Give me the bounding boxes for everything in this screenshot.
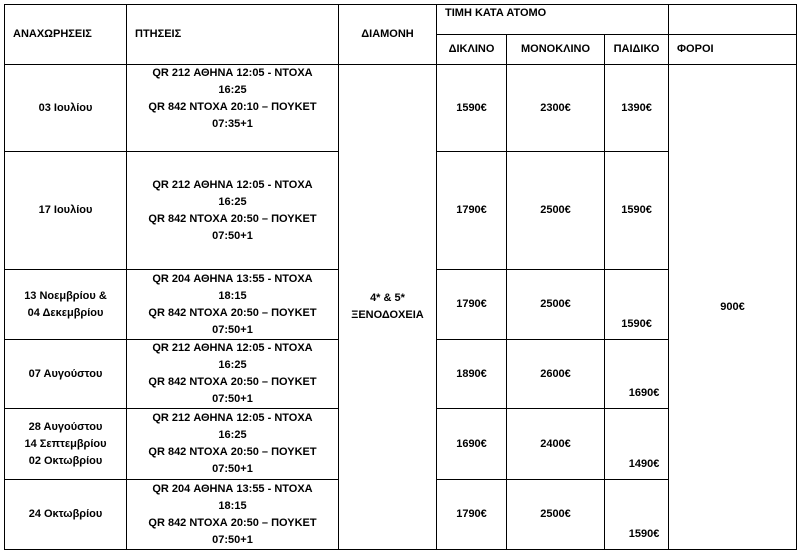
flight-details bbox=[127, 340, 339, 409]
price-single: 2300€ bbox=[507, 65, 605, 152]
flight-details bbox=[127, 480, 339, 550]
flight-line: QR 842 ΝΤΟΧΑ 20:50 – ΠΟΥΚΕΤ bbox=[148, 212, 317, 225]
date-line: 04 Δεκεμβρίου bbox=[27, 306, 104, 319]
price-child: 1690€ bbox=[605, 340, 669, 409]
table-row bbox=[5, 65, 797, 152]
price-child: 1590€ bbox=[605, 270, 669, 340]
flight-line: QR 212 ΑΘΗΝΑ 12:05 - ΝΤΟΧΑ bbox=[152, 178, 313, 191]
date-line: 13 Νοεμβρίου & bbox=[24, 289, 107, 302]
header-taxes: ΦΟΡΟΙ bbox=[669, 35, 797, 65]
header-accommodation: ΔΙΑΜΟΝΗ bbox=[339, 5, 437, 65]
flight-details bbox=[127, 409, 339, 480]
taxes-cell: 900€ bbox=[669, 65, 797, 550]
header-price-per-person: ΤΙΜΗ ΚΑΤΑ ΑΤΟΜΟ bbox=[437, 5, 669, 35]
flight-line: 07:35+1 bbox=[212, 118, 253, 130]
departure-dates bbox=[5, 270, 127, 340]
departure-dates bbox=[5, 152, 127, 270]
date-line: 07 Αυγούστου bbox=[28, 367, 103, 380]
flight-line: 07:50+1 bbox=[212, 323, 253, 336]
flight-line: 07:50+1 bbox=[212, 393, 253, 405]
departure-dates bbox=[5, 480, 127, 550]
flight-line: 07:50+1 bbox=[212, 229, 253, 242]
date-line: 03 Ιουλίου bbox=[38, 101, 93, 114]
date-line: 24 Οκτωβρίου bbox=[28, 508, 103, 520]
departure-dates bbox=[5, 340, 127, 409]
accommodation-type: ΞΕΝΟΔΟΧΕΙΑ bbox=[351, 309, 424, 321]
flight-details bbox=[127, 270, 339, 340]
header-departures: ΑΝΑΧΩΡΗΣΕΙΣ bbox=[5, 5, 127, 65]
accommodation-cell bbox=[339, 65, 437, 550]
date-line: 17 Ιουλίου bbox=[38, 204, 93, 216]
flight-line: 16:25 bbox=[218, 429, 247, 441]
price-child: 1390€ bbox=[605, 65, 669, 152]
flight-line: QR 842 ΝΤΟΧΑ 20:50 – ΠΟΥΚΕΤ bbox=[148, 446, 317, 458]
flight-line: QR 212 ΑΘΗΝΑ 12:05 - ΝΤΟΧΑ bbox=[152, 412, 313, 424]
flight-line: QR 204 ΑΘΗΝΑ 13:55 - ΝΤΟΧΑ bbox=[152, 482, 313, 495]
price-single: 2500€ bbox=[507, 480, 605, 550]
price-double: 1690€ bbox=[437, 409, 507, 480]
price-double: 1590€ bbox=[437, 65, 507, 152]
price-double: 1790€ bbox=[437, 480, 507, 550]
price-child: 1490€ bbox=[605, 409, 669, 480]
price-single: 2600€ bbox=[507, 340, 605, 409]
departure-dates bbox=[5, 409, 127, 480]
price-single: 2400€ bbox=[507, 409, 605, 480]
date-line: 28 Αυγούστου bbox=[28, 420, 103, 433]
flight-line: QR 842 ΝΤΟΧΑ 20:10 – ΠΟΥΚΕΤ bbox=[148, 101, 317, 113]
price-table bbox=[4, 4, 797, 550]
flight-line: QR 842 ΝΤΟΧΑ 20:50 – ΠΟΥΚΕΤ bbox=[148, 516, 317, 529]
departure-dates bbox=[5, 65, 127, 152]
header-flights: ΠΤΗΣΕΙΣ bbox=[127, 5, 339, 65]
date-line: 02 Οκτωβρίου bbox=[28, 454, 103, 467]
price-double: 1790€ bbox=[437, 270, 507, 340]
header-child: ΠΑΙΔΙΚΟ bbox=[605, 35, 669, 65]
flight-line: 07:50+1 bbox=[212, 463, 253, 475]
flight-line: QR 842 ΝΤΟΧΑ 20:50 – ΠΟΥΚΕΤ bbox=[148, 306, 317, 319]
flight-line: QR 212 ΑΘΗΝΑ 12:05 - ΝΤΟΧΑ bbox=[152, 342, 313, 354]
flight-line: QR 842 ΝΤΟΧΑ 20:50 – ΠΟΥΚΕΤ bbox=[148, 376, 317, 388]
date-line: 14 Σεπτεμβρίου bbox=[24, 437, 107, 450]
flight-details bbox=[127, 152, 339, 270]
price-double: 1890€ bbox=[437, 340, 507, 409]
flight-line: 18:15 bbox=[218, 499, 247, 512]
flight-line: 18:15 bbox=[218, 289, 247, 302]
price-single: 2500€ bbox=[507, 152, 605, 270]
header-double: ΔΙΚΛΙΝΟ bbox=[437, 35, 507, 65]
price-double: 1790€ bbox=[437, 152, 507, 270]
flight-line: 07:50+1 bbox=[212, 533, 253, 546]
accommodation-stars: 4* & 5* bbox=[370, 292, 405, 304]
flight-line: QR 212 ΑΘΗΝΑ 12:05 - ΝΤΟΧΑ bbox=[152, 67, 313, 79]
flight-details bbox=[127, 65, 339, 152]
price-single: 2500€ bbox=[507, 270, 605, 340]
flight-line: 16:25 bbox=[218, 195, 247, 208]
price-child: 1590€ bbox=[605, 152, 669, 270]
header-blank bbox=[669, 5, 797, 35]
flight-line: QR 204 ΑΘΗΝΑ 13:55 - ΝΤΟΧΑ bbox=[152, 272, 313, 285]
flight-line: 16:25 bbox=[218, 359, 247, 371]
flight-line: 16:25 bbox=[218, 84, 247, 96]
header-single: ΜΟΝΟΚΛΙΝΟ bbox=[507, 35, 605, 65]
price-child: 1590€ bbox=[605, 480, 669, 550]
